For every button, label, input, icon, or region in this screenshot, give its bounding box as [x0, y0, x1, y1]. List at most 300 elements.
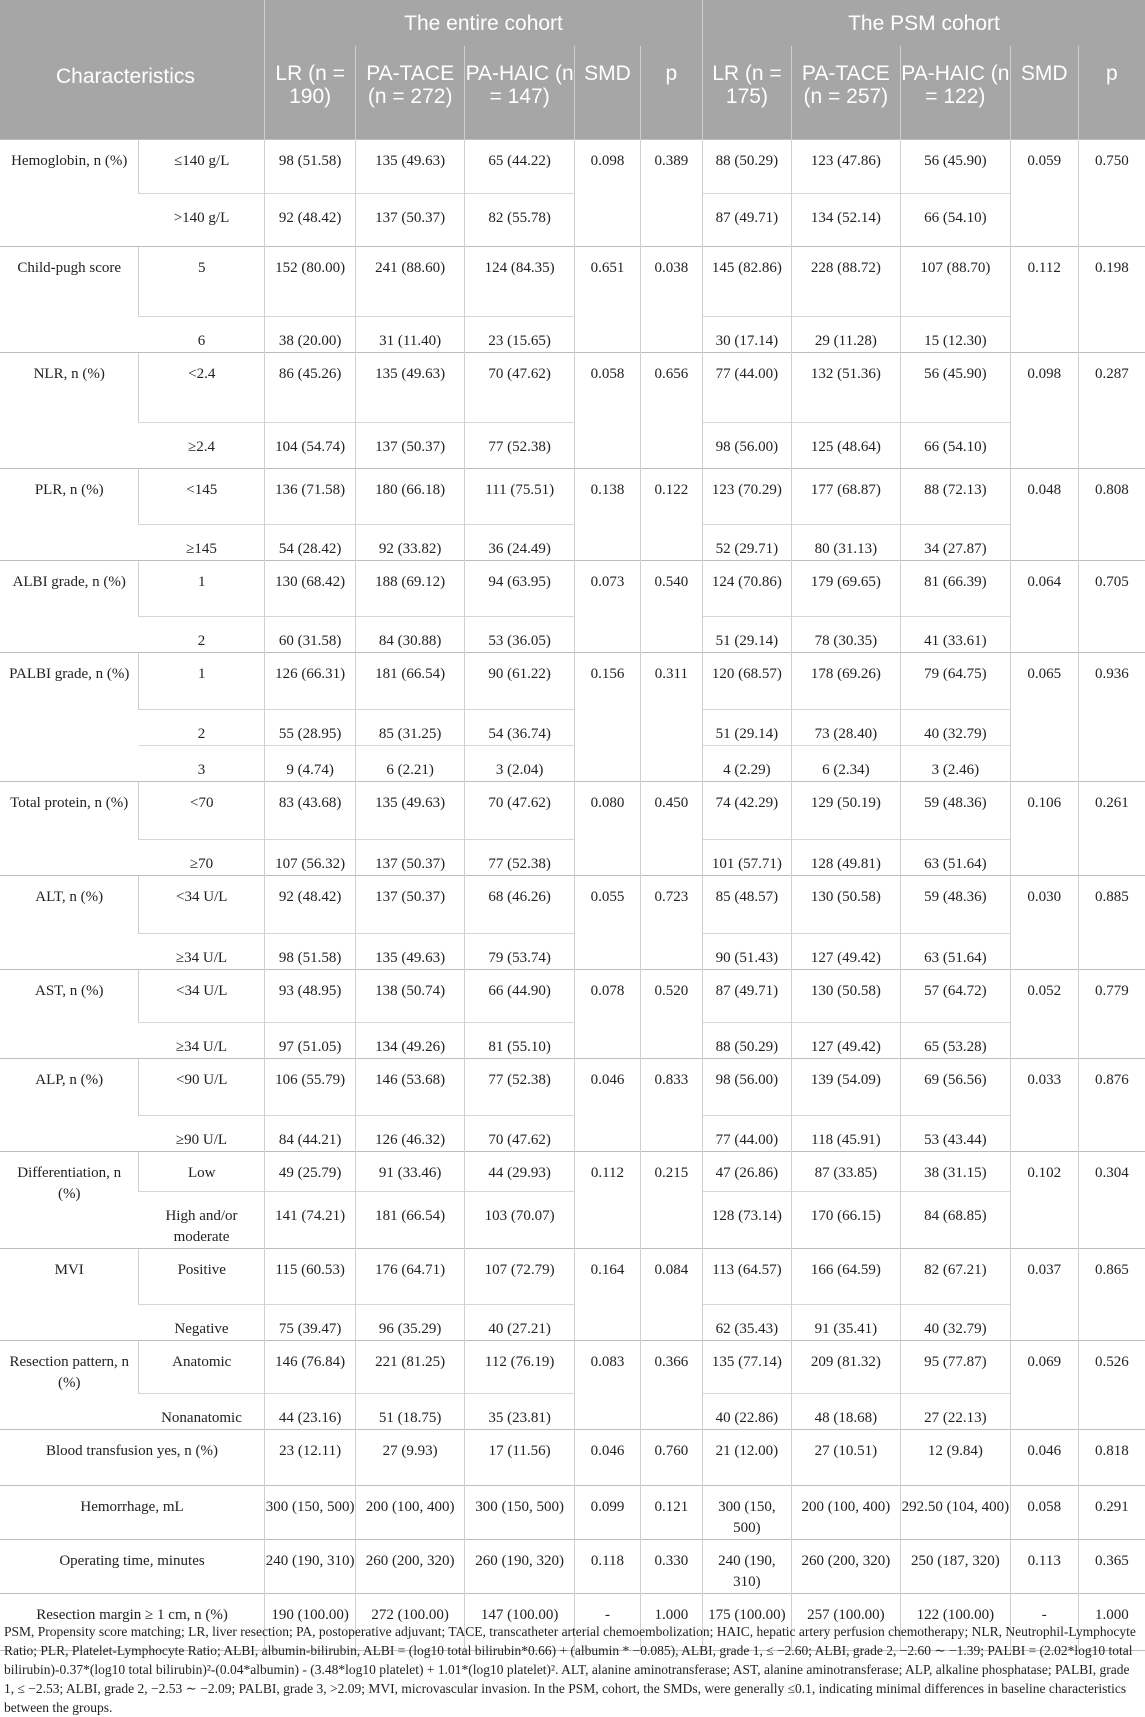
- psm-cohort-value: 95 (77.87): [900, 1340, 1010, 1393]
- entire-cohort-value: 44 (23.16): [265, 1393, 356, 1429]
- psm-cohort-value: 15 (12.30): [900, 316, 1010, 352]
- psm-cohort-value: 135 (77.14): [702, 1340, 791, 1393]
- table-row: [0, 839, 1145, 875]
- entire-cohort-value: 79 (53.74): [465, 933, 575, 969]
- psm-cohort-value: 260 (200, 320): [791, 1539, 900, 1593]
- psm-cohort-value: 21 (12.00): [702, 1429, 791, 1485]
- psm-cohort-value: 91 (35.41): [791, 1304, 900, 1340]
- entire-p-value: 0.330: [640, 1539, 702, 1593]
- entire-cohort-value: 77 (52.38): [465, 422, 575, 468]
- table-row: [0, 422, 1145, 468]
- entire-cohort-value: 272 (100.00): [356, 1593, 465, 1650]
- entire-p-value: 0.450: [640, 781, 702, 875]
- entire-cohort-value: 23 (15.65): [465, 316, 575, 352]
- table-row: [0, 352, 1145, 422]
- entire-cohort-value: 17 (11.56): [465, 1429, 575, 1485]
- psm-p-value: 0.291: [1078, 1485, 1145, 1539]
- table-row: [0, 969, 1145, 1022]
- psm-cohort-value: 40 (22.86): [702, 1393, 791, 1429]
- psm-cohort-value: 41 (33.61): [900, 616, 1010, 652]
- psm-cohort-value: 130 (50.58): [791, 969, 900, 1022]
- category-label: Anatomic: [139, 1340, 265, 1393]
- entire-smd-value: 0.073: [575, 560, 641, 652]
- entire-cohort-value: 134 (49.26): [356, 1022, 465, 1058]
- entire-cohort-value: 126 (46.32): [356, 1115, 465, 1151]
- entire-p-value: 0.122: [640, 468, 702, 560]
- psm-cohort-value: 228 (88.72): [791, 246, 900, 316]
- entire-smd-value: 0.138: [575, 468, 641, 560]
- psm-cohort-value: 87 (49.71): [702, 193, 791, 246]
- entire-cohort-value: 137 (50.37): [356, 839, 465, 875]
- entire-cohort-value: 137 (50.37): [356, 422, 465, 468]
- psm-cohort-value: 128 (73.14): [702, 1191, 791, 1248]
- entire-cohort-value: 68 (46.26): [465, 875, 575, 933]
- psm-smd-value: 0.046: [1010, 1429, 1078, 1485]
- psm-cohort-value: 59 (48.36): [900, 781, 1010, 839]
- psm-cohort-value: 3 (2.46): [900, 745, 1010, 781]
- entire-p-value: 0.311: [640, 652, 702, 781]
- header-psm-pahaic: PA-HAIC (n = 122): [900, 46, 1010, 139]
- category-label: 1: [139, 652, 265, 709]
- table-row: [0, 709, 1145, 745]
- psm-cohort-value: 78 (30.35): [791, 616, 900, 652]
- characteristic-label: Resection pattern, n (%): [0, 1340, 139, 1429]
- entire-smd-value: 0.078: [575, 969, 641, 1058]
- psm-p-value: 0.808: [1078, 468, 1145, 560]
- entire-cohort-value: 147 (100.00): [465, 1593, 575, 1650]
- entire-smd-value: 0.055: [575, 875, 641, 969]
- psm-p-value: 0.365: [1078, 1539, 1145, 1593]
- entire-cohort-value: 92 (48.42): [265, 193, 356, 246]
- psm-p-value: 0.304: [1078, 1151, 1145, 1248]
- category-label: ≥2.4: [139, 422, 265, 468]
- psm-cohort-value: 80 (31.13): [791, 524, 900, 560]
- psm-cohort-value: 130 (50.58): [791, 875, 900, 933]
- psm-cohort-value: 118 (45.91): [791, 1115, 900, 1151]
- category-label: >140 g/L: [139, 193, 265, 246]
- psm-smd-value: 0.112: [1010, 246, 1078, 352]
- entire-smd-value: 0.083: [575, 1340, 641, 1429]
- entire-smd-value: 0.112: [575, 1151, 641, 1248]
- entire-smd-value: 0.651: [575, 246, 641, 352]
- category-label: ≥34 U/L: [139, 1022, 265, 1058]
- psm-cohort-value: 48 (18.68): [791, 1393, 900, 1429]
- entire-cohort-value: 31 (11.40): [356, 316, 465, 352]
- psm-cohort-value: 77 (44.00): [702, 1115, 791, 1151]
- entire-cohort-value: 93 (48.95): [265, 969, 356, 1022]
- psm-cohort-value: 123 (70.29): [702, 468, 791, 524]
- table-row: [0, 1539, 1145, 1593]
- entire-smd-value: 0.098: [575, 139, 641, 246]
- entire-cohort-value: 55 (28.95): [265, 709, 356, 745]
- table-row: [0, 933, 1145, 969]
- entire-cohort-value: 70 (47.62): [465, 1115, 575, 1151]
- entire-cohort-value: 86 (45.26): [265, 352, 356, 422]
- psm-p-value: 0.287: [1078, 352, 1145, 468]
- entire-p-value: 0.389: [640, 139, 702, 246]
- entire-cohort-value: 90 (61.22): [465, 652, 575, 709]
- psm-p-value: 0.198: [1078, 246, 1145, 352]
- entire-cohort-value: 181 (66.54): [356, 652, 465, 709]
- characteristic-label: ALP, n (%): [0, 1058, 139, 1151]
- table-row: [0, 745, 1145, 781]
- table-row: [0, 1115, 1145, 1151]
- entire-cohort-value: 103 (70.07): [465, 1191, 575, 1248]
- entire-cohort-value: 188 (69.12): [356, 560, 465, 616]
- entire-p-value: 0.540: [640, 560, 702, 652]
- entire-cohort-value: 44 (29.93): [465, 1151, 575, 1191]
- psm-cohort-value: 63 (51.64): [900, 933, 1010, 969]
- psm-cohort-value: 79 (64.75): [900, 652, 1010, 709]
- psm-cohort-value: 300 (150, 500): [702, 1485, 791, 1539]
- table-row: [0, 524, 1145, 560]
- entire-cohort-value: 51 (18.75): [356, 1393, 465, 1429]
- entire-cohort-value: 135 (49.63): [356, 933, 465, 969]
- entire-cohort-value: 136 (71.58): [265, 468, 356, 524]
- psm-cohort-value: 124 (70.86): [702, 560, 791, 616]
- category-label: Low: [139, 1151, 265, 1191]
- category-label: <70: [139, 781, 265, 839]
- psm-cohort-value: 57 (64.72): [900, 969, 1010, 1022]
- entire-cohort-value: 53 (36.05): [465, 616, 575, 652]
- psm-cohort-value: 123 (47.86): [791, 139, 900, 193]
- entire-p-value: 0.038: [640, 246, 702, 352]
- entire-cohort-value: 241 (88.60): [356, 246, 465, 316]
- psm-cohort-value: 77 (44.00): [702, 352, 791, 422]
- entire-cohort-value: 126 (66.31): [265, 652, 356, 709]
- entire-cohort-value: 38 (20.00): [265, 316, 356, 352]
- category-label: 2: [139, 616, 265, 652]
- psm-cohort-value: 56 (45.90): [900, 139, 1010, 193]
- entire-cohort-value: 84 (44.21): [265, 1115, 356, 1151]
- header-psm-patace: PA-TACE (n = 257): [791, 46, 900, 139]
- entire-cohort-value: 49 (25.79): [265, 1151, 356, 1191]
- entire-cohort-value: 130 (68.42): [265, 560, 356, 616]
- table-row: [0, 652, 1145, 709]
- entire-cohort-value: 137 (50.37): [356, 193, 465, 246]
- header-psm-lr: LR (n = 175): [702, 46, 791, 139]
- psm-p-value: 0.865: [1078, 1248, 1145, 1340]
- table-row: [0, 1151, 1145, 1191]
- psm-cohort-value: 292.50 (104, 400): [900, 1485, 1010, 1539]
- characteristic-label: Hemorrhage, mL: [0, 1485, 265, 1539]
- entire-smd-value: 0.046: [575, 1058, 641, 1151]
- header-entire-lr: LR (n = 190): [265, 46, 356, 139]
- psm-cohort-value: 85 (48.57): [702, 875, 791, 933]
- table-row: [0, 1485, 1145, 1539]
- psm-smd-value: 0.098: [1010, 352, 1078, 468]
- entire-cohort-value: 200 (100, 400): [356, 1485, 465, 1539]
- entire-cohort-value: 77 (52.38): [465, 1058, 575, 1115]
- psm-cohort-value: 69 (56.56): [900, 1058, 1010, 1115]
- header-entire-patace: PA-TACE (n = 272): [356, 46, 465, 139]
- entire-smd-value: 0.046: [575, 1429, 641, 1485]
- entire-cohort-value: 240 (190, 310): [265, 1539, 356, 1593]
- psm-smd-value: 0.033: [1010, 1058, 1078, 1151]
- psm-smd-value: 0.106: [1010, 781, 1078, 875]
- header-characteristics: Characteristics: [0, 0, 265, 139]
- entire-cohort-value: 146 (53.68): [356, 1058, 465, 1115]
- entire-cohort-value: 85 (31.25): [356, 709, 465, 745]
- psm-cohort-value: 179 (69.65): [791, 560, 900, 616]
- psm-cohort-value: 120 (68.57): [702, 652, 791, 709]
- entire-cohort-value: 84 (30.88): [356, 616, 465, 652]
- table-row: [0, 560, 1145, 616]
- psm-cohort-value: 51 (29.14): [702, 709, 791, 745]
- psm-cohort-value: 51 (29.14): [702, 616, 791, 652]
- header-psm-cohort: The PSM cohort: [702, 0, 1145, 46]
- psm-cohort-value: 87 (49.71): [702, 969, 791, 1022]
- header-psm-p: p: [1078, 46, 1145, 139]
- table-row: [0, 1058, 1145, 1115]
- psm-smd-value: 0.052: [1010, 969, 1078, 1058]
- psm-smd-value: 0.069: [1010, 1340, 1078, 1429]
- psm-p-value: 0.261: [1078, 781, 1145, 875]
- table-row: [0, 1429, 1145, 1485]
- psm-cohort-value: 6 (2.34): [791, 745, 900, 781]
- psm-cohort-value: 127 (49.42): [791, 933, 900, 969]
- entire-p-value: 0.084: [640, 1248, 702, 1340]
- characteristic-label: ALBI grade, n (%): [0, 560, 139, 652]
- psm-p-value: 0.818: [1078, 1429, 1145, 1485]
- entire-cohort-value: 36 (24.49): [465, 524, 575, 560]
- entire-cohort-value: 40 (27.21): [465, 1304, 575, 1340]
- entire-smd-value: 0.080: [575, 781, 641, 875]
- psm-cohort-value: 62 (35.43): [702, 1304, 791, 1340]
- characteristic-label: Differentiation, n (%): [0, 1151, 139, 1248]
- category-label: 2: [139, 709, 265, 745]
- psm-cohort-value: 98 (56.00): [702, 422, 791, 468]
- psm-smd-value: 0.113: [1010, 1539, 1078, 1593]
- header-psm-smd: SMD: [1010, 46, 1078, 139]
- entire-cohort-value: 115 (60.53): [265, 1248, 356, 1304]
- entire-cohort-value: 98 (51.58): [265, 139, 356, 193]
- table-footnote: PSM, Propensity score matching; LR, liver resection; PA, postoperative adjuvant; TACE, transcatheter arterial chemoembolization; HAIC, hepatic artery perfusion chemotherapy; NLR, Neutrophil-Lymphocyte Ratio; PLR, Platelet-Lymphocyte Ratio; ALBI, albumin-bilirubin, ALBI = (log10 total bilirubin*0.66) + (albumin * −0.085), ALBI, grade 1, ≤ −2.60; ALBI, grade 2, −2.60 ∼ −1.39; PALBI = (2.02*log10 total bilirubin)-0.37*(log10 total bilirubin)²-(0.04*albumin) - (3.48*log10 platelet) + 1.01*(log10 platelet)². ALT, alanine aminotransferase; AST, alanine aminotransferase; ALP, alkaline phosphatase; PALBI, grade 1, ≤ −2.53; ALBI, grade 2, −2.53 ∼ −2.09; PALBI, grade 3, >2.09; MVI, microvascular invasion. In the PSM, cohort, the SMDs, were generally ≤0.1, indicating minimal differences in baseline characteristics between the groups.: [4, 1624, 1136, 1715]
- table-header: [0, 0, 1145, 139]
- category-label: Positive: [139, 1248, 265, 1304]
- entire-cohort-value: 260 (200, 320): [356, 1539, 465, 1593]
- entire-cohort-value: 107 (56.32): [265, 839, 356, 875]
- psm-smd-value: 0.064: [1010, 560, 1078, 652]
- entire-cohort-value: 152 (80.00): [265, 246, 356, 316]
- entire-cohort-value: 124 (84.35): [465, 246, 575, 316]
- psm-cohort-value: 38 (31.15): [900, 1151, 1010, 1191]
- entire-cohort-value: 23 (12.11): [265, 1429, 356, 1485]
- psm-cohort-value: 209 (81.32): [791, 1340, 900, 1393]
- psm-cohort-value: 122 (100.00): [900, 1593, 1010, 1650]
- psm-cohort-value: 132 (51.36): [791, 352, 900, 422]
- characteristic-label: NLR, n (%): [0, 352, 139, 468]
- psm-cohort-value: 73 (28.40): [791, 709, 900, 745]
- category-label: 5: [139, 246, 265, 316]
- category-label: ≥145: [139, 524, 265, 560]
- entire-cohort-value: 54 (36.74): [465, 709, 575, 745]
- psm-cohort-value: 47 (26.86): [702, 1151, 791, 1191]
- header-entire-smd: SMD: [575, 46, 641, 139]
- psm-cohort-value: 66 (54.10): [900, 422, 1010, 468]
- psm-cohort-value: 257 (100.00): [791, 1593, 900, 1650]
- table-row: [0, 246, 1145, 316]
- characteristic-label: Hemoglobin, n (%): [0, 139, 139, 246]
- psm-cohort-value: 82 (67.21): [900, 1248, 1010, 1304]
- entire-cohort-value: 190 (100.00): [265, 1593, 356, 1650]
- entire-p-value: 0.656: [640, 352, 702, 468]
- entire-cohort-value: 91 (33.46): [356, 1151, 465, 1191]
- psm-cohort-value: 170 (66.15): [791, 1191, 900, 1248]
- entire-cohort-value: 3 (2.04): [465, 745, 575, 781]
- entire-cohort-value: 135 (49.63): [356, 352, 465, 422]
- table-row: [0, 781, 1145, 839]
- entire-cohort-value: 138 (50.74): [356, 969, 465, 1022]
- characteristic-label: Resection margin ≥ 1 cm, n (%): [0, 1593, 265, 1650]
- entire-cohort-value: 300 (150, 500): [465, 1485, 575, 1539]
- entire-cohort-value: 83 (43.68): [265, 781, 356, 839]
- psm-cohort-value: 88 (50.29): [702, 139, 791, 193]
- category-label: ≥70: [139, 839, 265, 875]
- table-row: [0, 616, 1145, 652]
- psm-smd-value: 0.065: [1010, 652, 1078, 781]
- entire-cohort-value: 135 (49.63): [356, 139, 465, 193]
- entire-cohort-value: 92 (33.82): [356, 524, 465, 560]
- psm-cohort-value: 59 (48.36): [900, 875, 1010, 933]
- entire-cohort-value: 75 (39.47): [265, 1304, 356, 1340]
- category-label: ≥90 U/L: [139, 1115, 265, 1151]
- psm-cohort-value: 29 (11.28): [791, 316, 900, 352]
- psm-smd-value: 0.058: [1010, 1485, 1078, 1539]
- entire-cohort-value: 260 (190, 320): [465, 1539, 575, 1593]
- entire-cohort-value: 92 (48.42): [265, 875, 356, 933]
- table-row: [0, 1340, 1145, 1393]
- entire-cohort-value: 221 (81.25): [356, 1340, 465, 1393]
- psm-cohort-value: 129 (50.19): [791, 781, 900, 839]
- entire-cohort-value: 77 (52.38): [465, 839, 575, 875]
- characteristic-label: Operating time, minutes: [0, 1539, 265, 1593]
- entire-cohort-value: 27 (9.93): [356, 1429, 465, 1485]
- category-label: <145: [139, 468, 265, 524]
- psm-cohort-value: 240 (190, 310): [702, 1539, 791, 1593]
- table-row: [0, 1191, 1145, 1248]
- psm-cohort-value: 53 (43.44): [900, 1115, 1010, 1151]
- entire-p-value: 0.520: [640, 969, 702, 1058]
- entire-cohort-value: 176 (64.71): [356, 1248, 465, 1304]
- psm-p-value: 0.750: [1078, 139, 1145, 246]
- psm-cohort-value: 88 (72.13): [900, 468, 1010, 524]
- entire-cohort-value: 81 (55.10): [465, 1022, 575, 1058]
- psm-cohort-value: 40 (32.79): [900, 709, 1010, 745]
- psm-cohort-value: 101 (57.71): [702, 839, 791, 875]
- characteristic-label: MVI: [0, 1248, 139, 1340]
- category-label: Nonanatomic: [139, 1393, 265, 1429]
- category-label: <34 U/L: [139, 875, 265, 933]
- psm-cohort-value: 134 (52.14): [791, 193, 900, 246]
- category-label: 1: [139, 560, 265, 616]
- psm-cohort-value: 4 (2.29): [702, 745, 791, 781]
- psm-cohort-value: 175 (100.00): [702, 1593, 791, 1650]
- entire-cohort-value: 141 (74.21): [265, 1191, 356, 1248]
- entire-p-value: 0.215: [640, 1151, 702, 1248]
- psm-p-value: 0.936: [1078, 652, 1145, 781]
- entire-cohort-value: 111 (75.51): [465, 468, 575, 524]
- psm-smd-value: 0.102: [1010, 1151, 1078, 1248]
- characteristic-label: Child-pugh score: [0, 246, 139, 352]
- psm-cohort-value: 125 (48.64): [791, 422, 900, 468]
- entire-cohort-value: 97 (51.05): [265, 1022, 356, 1058]
- entire-cohort-value: 146 (76.84): [265, 1340, 356, 1393]
- characteristic-label: PLR, n (%): [0, 468, 139, 560]
- entire-cohort-value: 180 (66.18): [356, 468, 465, 524]
- entire-smd-value: 0.058: [575, 352, 641, 468]
- psm-cohort-value: 56 (45.90): [900, 352, 1010, 422]
- psm-cohort-value: 81 (66.39): [900, 560, 1010, 616]
- entire-cohort-value: 181 (66.54): [356, 1191, 465, 1248]
- entire-cohort-value: 137 (50.37): [356, 875, 465, 933]
- characteristic-label: AST, n (%): [0, 969, 139, 1058]
- entire-p-value: 1.000: [640, 1593, 702, 1650]
- entire-cohort-value: 70 (47.62): [465, 352, 575, 422]
- psm-cohort-value: 66 (54.10): [900, 193, 1010, 246]
- psm-cohort-value: 113 (64.57): [702, 1248, 791, 1304]
- psm-cohort-value: 128 (49.81): [791, 839, 900, 875]
- entire-cohort-value: 6 (2.21): [356, 745, 465, 781]
- psm-cohort-value: 90 (51.43): [702, 933, 791, 969]
- entire-cohort-value: 60 (31.58): [265, 616, 356, 652]
- psm-cohort-value: 145 (82.86): [702, 246, 791, 316]
- psm-cohort-value: 178 (69.26): [791, 652, 900, 709]
- psm-cohort-value: 166 (64.59): [791, 1248, 900, 1304]
- entire-cohort-value: 82 (55.78): [465, 193, 575, 246]
- entire-cohort-value: 9 (4.74): [265, 745, 356, 781]
- table-row: [0, 193, 1145, 246]
- psm-p-value: 0.526: [1078, 1340, 1145, 1429]
- category-label: ≤140 g/L: [139, 139, 265, 193]
- table-row: [0, 1304, 1145, 1340]
- entire-smd-value: -: [575, 1593, 641, 1650]
- psm-cohort-value: 27 (22.13): [900, 1393, 1010, 1429]
- table-row: [0, 1393, 1145, 1429]
- psm-cohort-value: 65 (53.28): [900, 1022, 1010, 1058]
- category-label: <34 U/L: [139, 969, 265, 1022]
- table-row: [0, 139, 1145, 193]
- entire-cohort-value: 135 (49.63): [356, 781, 465, 839]
- entire-cohort-value: 66 (44.90): [465, 969, 575, 1022]
- entire-smd-value: 0.156: [575, 652, 641, 781]
- entire-p-value: 0.833: [640, 1058, 702, 1151]
- psm-cohort-value: 177 (68.87): [791, 468, 900, 524]
- header-entire-cohort: The entire cohort: [265, 0, 703, 46]
- psm-cohort-value: 40 (32.79): [900, 1304, 1010, 1340]
- psm-cohort-value: 139 (54.09): [791, 1058, 900, 1115]
- psm-cohort-value: 127 (49.42): [791, 1022, 900, 1058]
- category-label: <2.4: [139, 352, 265, 422]
- psm-p-value: 0.779: [1078, 969, 1145, 1058]
- entire-cohort-value: 300 (150, 500): [265, 1485, 356, 1539]
- table-body: [0, 139, 1145, 1650]
- psm-smd-value: 0.037: [1010, 1248, 1078, 1340]
- psm-cohort-value: 30 (17.14): [702, 316, 791, 352]
- category-label: <90 U/L: [139, 1058, 265, 1115]
- psm-cohort-value: 27 (10.51): [791, 1429, 900, 1485]
- entire-cohort-value: 106 (55.79): [265, 1058, 356, 1115]
- entire-p-value: 0.760: [640, 1429, 702, 1485]
- entire-cohort-value: 54 (28.42): [265, 524, 356, 560]
- table-row: [0, 468, 1145, 524]
- psm-cohort-value: 34 (27.87): [900, 524, 1010, 560]
- entire-cohort-value: 70 (47.62): [465, 781, 575, 839]
- psm-p-value: 0.876: [1078, 1058, 1145, 1151]
- psm-cohort-value: 84 (68.85): [900, 1191, 1010, 1248]
- psm-cohort-value: 63 (51.64): [900, 839, 1010, 875]
- header-entire-pahaic: PA-HAIC (n = 147): [465, 46, 575, 139]
